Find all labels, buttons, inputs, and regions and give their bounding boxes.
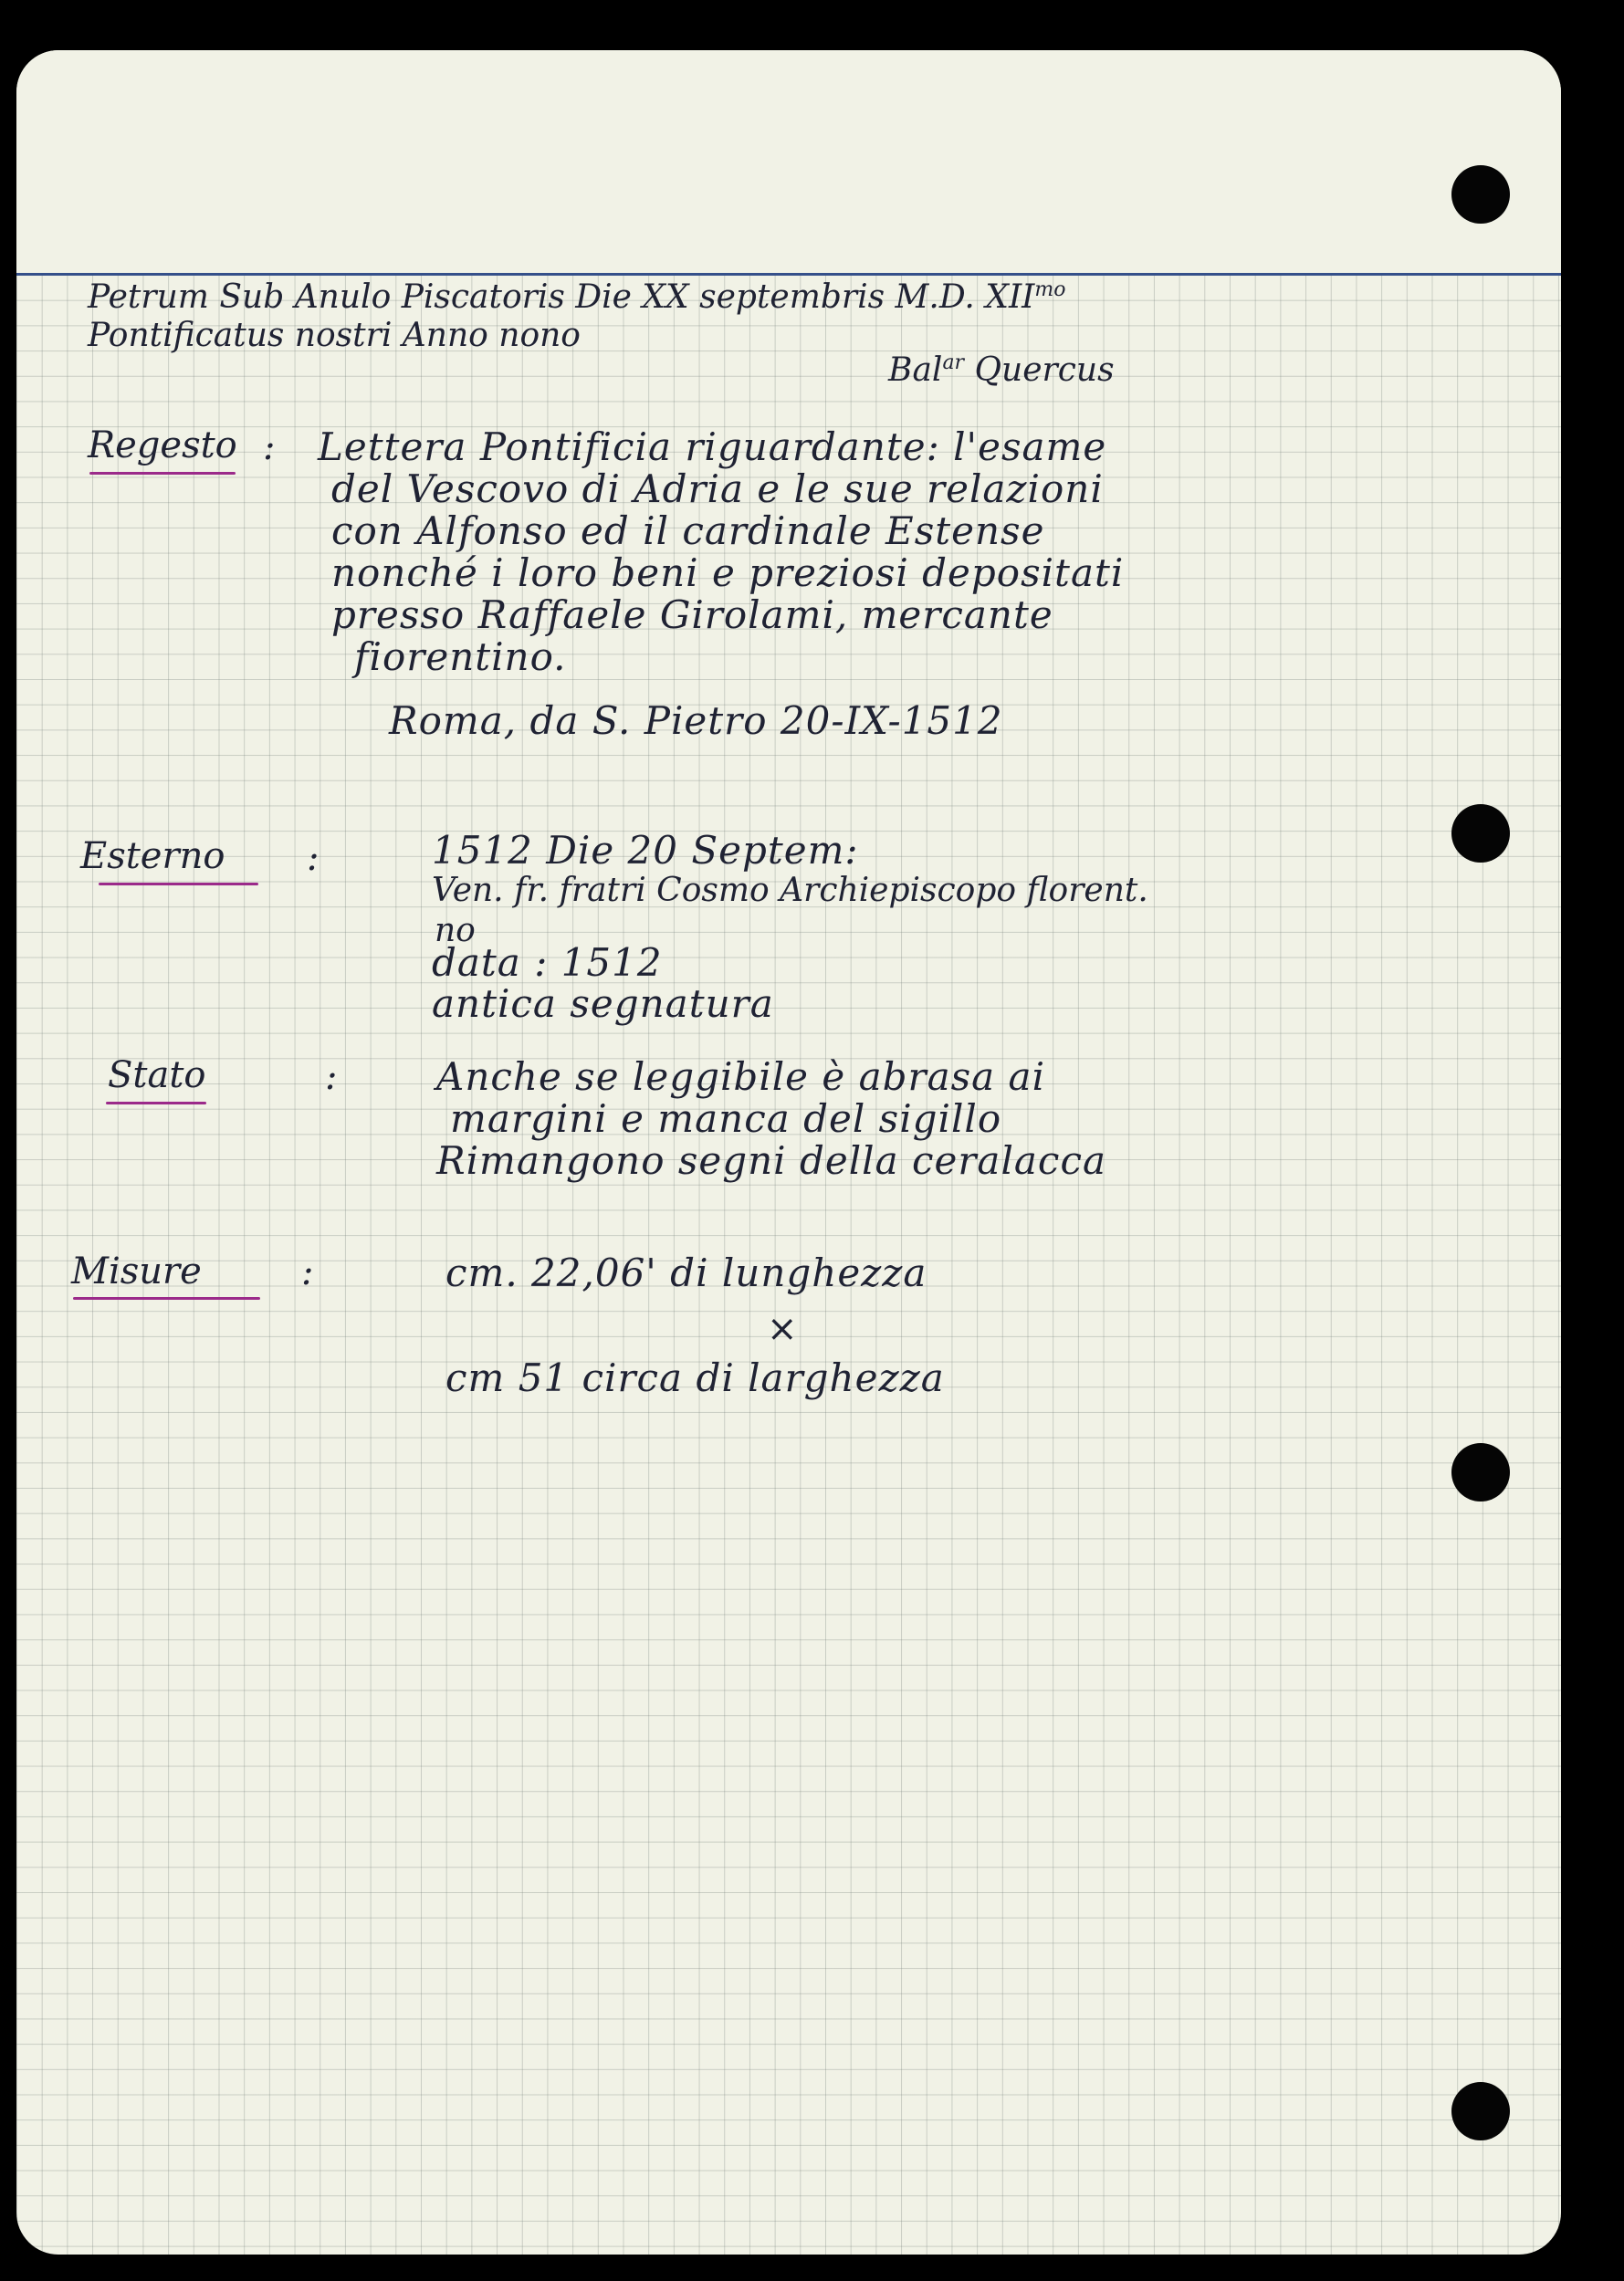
header-signature	[888, 351, 1115, 389]
header-line-1	[88, 278, 1066, 316]
misure-label: Misure	[71, 1250, 202, 1292]
stato-colon: :	[325, 1056, 338, 1098]
stato-line-3: Rimangono segni della ceralacca	[436, 1138, 1107, 1183]
signature-name: Bal	[888, 351, 943, 389]
stato-line-2: margini e manca del sigillo	[450, 1096, 1002, 1141]
esterno-line-5: antica segnatura	[432, 981, 774, 1026]
signature-sup: ar	[942, 351, 965, 374]
header-line-1-text: Petrum Sub Anulo Piscatoris Die XX septembris M.D. XII	[88, 278, 1035, 316]
regesto-label: Regesto	[88, 424, 237, 466]
regesto-line-2: del Vescovo di Adria e le sue relazioni	[331, 466, 1104, 511]
regesto-line-1: Lettera Pontificia riguardante: l'esame	[318, 424, 1107, 469]
misure-cross: ×	[767, 1308, 798, 1350]
notebook-sheet	[16, 50, 1561, 2255]
regesto-underline	[89, 472, 236, 475]
stato-label: Stato	[108, 1054, 206, 1096]
esterno-colon: :	[307, 837, 320, 879]
header-line-1-sup: mo	[1034, 278, 1066, 301]
regesto-line-6: fiorentino.	[354, 634, 567, 679]
esterno-line-3: no	[435, 912, 476, 949]
misure-line-1: cm. 22,06' di lunghezza	[445, 1250, 927, 1295]
esterno-label: Esterno	[80, 835, 225, 877]
regesto-date: Roma, da S. Pietro 20-IX-1512	[389, 698, 1003, 743]
signature-rest: Quercus	[974, 351, 1115, 389]
regesto-colon: :	[263, 426, 276, 468]
header-rule	[16, 273, 1561, 276]
misure-underline	[73, 1297, 260, 1300]
sheet-header-band	[16, 50, 1561, 275]
regesto-line-3: con Alfonso ed il cardinale Estense	[331, 508, 1045, 553]
stato-underline	[106, 1102, 206, 1104]
regesto-line-5: presso Raffaele Girolami, mercante	[331, 592, 1053, 637]
punch-hole-1	[1451, 165, 1510, 224]
punch-hole-3	[1451, 1443, 1510, 1501]
esterno-underline	[99, 883, 258, 885]
esterno-line-2: Ven. fr. fratri Cosmo Archiepiscopo florent.	[432, 872, 1148, 909]
header-line-2: Pontificatus nostri Anno nono	[88, 317, 581, 354]
stato-line-1: Anche se leggibile è abrasa ai	[436, 1054, 1046, 1099]
punch-hole-2	[1451, 804, 1510, 863]
misure-colon: :	[301, 1251, 314, 1293]
esterno-line-1: 1512 Die 20 Septem:	[432, 828, 859, 873]
esterno-line-4: data : 1512	[432, 940, 663, 985]
punch-hole-4	[1451, 2082, 1510, 2140]
misure-line-2: cm 51 circa di larghezza	[445, 1355, 945, 1400]
regesto-line-4: nonché i loro beni e preziosi depositati	[331, 550, 1125, 595]
